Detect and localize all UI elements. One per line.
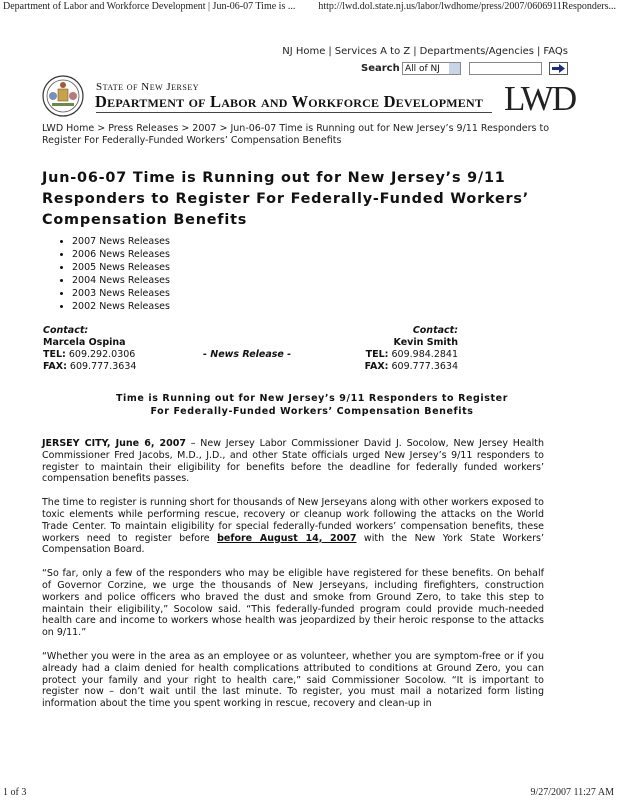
page-title: Jun-06-07 Time is Running out for New Jersey’s 9/11 Responders to Register For Federally-Funded Workers’ Compensation Benefits: [42, 170, 530, 228]
dateline: JERSEY CITY, June 6, 2007: [42, 438, 186, 449]
department-banner: [42, 73, 577, 123]
paragraph: [42, 438, 544, 485]
subtitle-line: Time is Running out for New Jersey’s 9/11 Responders to Register: [115, 393, 509, 404]
nav-separator: |: [413, 46, 417, 57]
subtitle-line: For Federally-Funded Workers’ Compensation Benefits: [150, 405, 474, 417]
print-timestamp: 9/27/2007 11:27 AM: [530, 787, 614, 798]
search-scope-value: All of NJ: [405, 64, 440, 74]
tel-number: 609.984.2841: [391, 349, 458, 360]
contact-left: [43, 325, 136, 373]
news-release-link-2003[interactable]: • 2003 News Releases: [72, 288, 170, 301]
news-release-link-2006[interactable]: • 2006 News Releases: [72, 249, 170, 262]
paragraph: “So far, only a few of the responders who may be eligible have registered for these benefits. On behalf of Governor Corzine, we urge the thousands of New Jerseyans, including firefighters, construction workers and police officers who braved the dust and smoke from Ground Zero, to take this step to maintain their eligibility,” Socolow said. “This federally-funded program could provide much-needed health care and income to workers whose health was jeopardized by their heroic response to the attacks on 9/11.”: [42, 568, 544, 639]
contact-fax: [43, 361, 136, 373]
paragraph: [42, 497, 544, 556]
department-name: Department of Labor and Workforce Development: [95, 92, 484, 111]
news-releases-list: [72, 236, 170, 313]
contact-name: Kevin Smith: [393, 337, 458, 348]
nj-state-seal-icon: [42, 75, 84, 117]
nav-separator: |: [328, 46, 332, 57]
print-header: [0, 0, 618, 14]
search-label: Search: [361, 63, 400, 74]
article-body: [42, 438, 544, 722]
fax-number: 609.777.3634: [391, 361, 458, 372]
news-release-link-2005[interactable]: • 2005 News Releases: [72, 262, 170, 275]
contact-heading: Contact:: [43, 325, 89, 336]
fax-label: FAX:: [364, 361, 389, 372]
paragraph-text: with the New York State Workers’ Compensation Board.: [42, 532, 544, 556]
news-release-link-2004[interactable]: • 2004 News Releases: [72, 275, 170, 288]
lwd-logo: LWD: [504, 79, 576, 118]
nav-services-a-to-z[interactable]: Services A to Z: [334, 46, 411, 57]
print-header-title: Department of Labor and Workforce Development | Jun-06-07 Time is ...: [3, 1, 296, 12]
contact-name: Marcela Ospina: [43, 337, 126, 348]
paragraph: “Whether you were in the area as an employee or as volunteer, whether you are symptom-free or if you already had a claim denied for health complications attributed to conditions at Ground Zero, you can protect your family and your right to health care,” said Commissioner Socolow. “It is important to register now – don’t wait until the last minute. To register, you must mail a notarized form listing information about the time you spent working in rescue, recovery and clean-up in: [42, 650, 544, 710]
news-release-link-2007[interactable]: • 2007 News Releases: [72, 236, 170, 249]
news-release-link-2002[interactable]: • 2002 News Releases: [72, 301, 170, 314]
nav-nj-home[interactable]: NJ Home: [282, 46, 326, 57]
paragraph-text: – New Jersey Labor Commissioner David J. Socolow, New Jersey Health Commissioner Fred Jacobs, M.D., J.D., and other State officials urged New Jersey’s 9/11 responders to register to maintain their eligibility for benefits before the deadline for federally funded workers’ compensation benefits passes.: [42, 438, 544, 485]
fax-label: FAX:: [43, 361, 67, 372]
breadcrumb[interactable]: LWD Home > Press Releases > 2007 > Jun-06-07 Time is Running out for New Jersey’s 9/11 Responders to Register For Federally-Funded Workers’ Compensation Benefits: [42, 123, 550, 146]
release-subtitle: [42, 393, 582, 418]
nav-faqs[interactable]: FAQs: [543, 46, 568, 57]
nav-separator: |: [537, 46, 541, 57]
print-header-url: http://lwd.dol.state.nj.us/labor/lwdhome/press/2007/0606911Responders...: [318, 1, 616, 12]
contact-heading: Contact:: [412, 325, 458, 336]
contact-tel: [365, 349, 458, 361]
contact-tel: [43, 349, 136, 361]
nav-departments-agencies[interactable]: Departments/Agencies: [419, 46, 535, 57]
tel-label: TEL:: [365, 349, 389, 360]
contact-fax: [365, 361, 458, 373]
page-count: 1 of 3: [3, 787, 27, 798]
state-name: State of New Jersey: [96, 81, 200, 93]
deadline-date: before August 14, 2007: [217, 532, 357, 544]
print-footer: [0, 786, 618, 800]
contact-right: [365, 325, 458, 373]
tel-label: TEL:: [43, 349, 66, 360]
tel-number: 609.292.0306: [68, 349, 136, 360]
news-release-label: - News Release -: [203, 349, 292, 360]
fax-number: 609.777.3634: [69, 361, 137, 372]
banner-rule: [96, 112, 492, 113]
paragraph-text: The time to register is running short for thousands of New Jerseyans along with other workers exposed to toxic elements while performing rescue, recovery or cleanup work following the attacks on the World Trade Center. To maintain eligibility for special federally-funded workers’ compensation benefits, these workers need to register before: [42, 497, 544, 544]
top-navigation: [282, 46, 568, 57]
